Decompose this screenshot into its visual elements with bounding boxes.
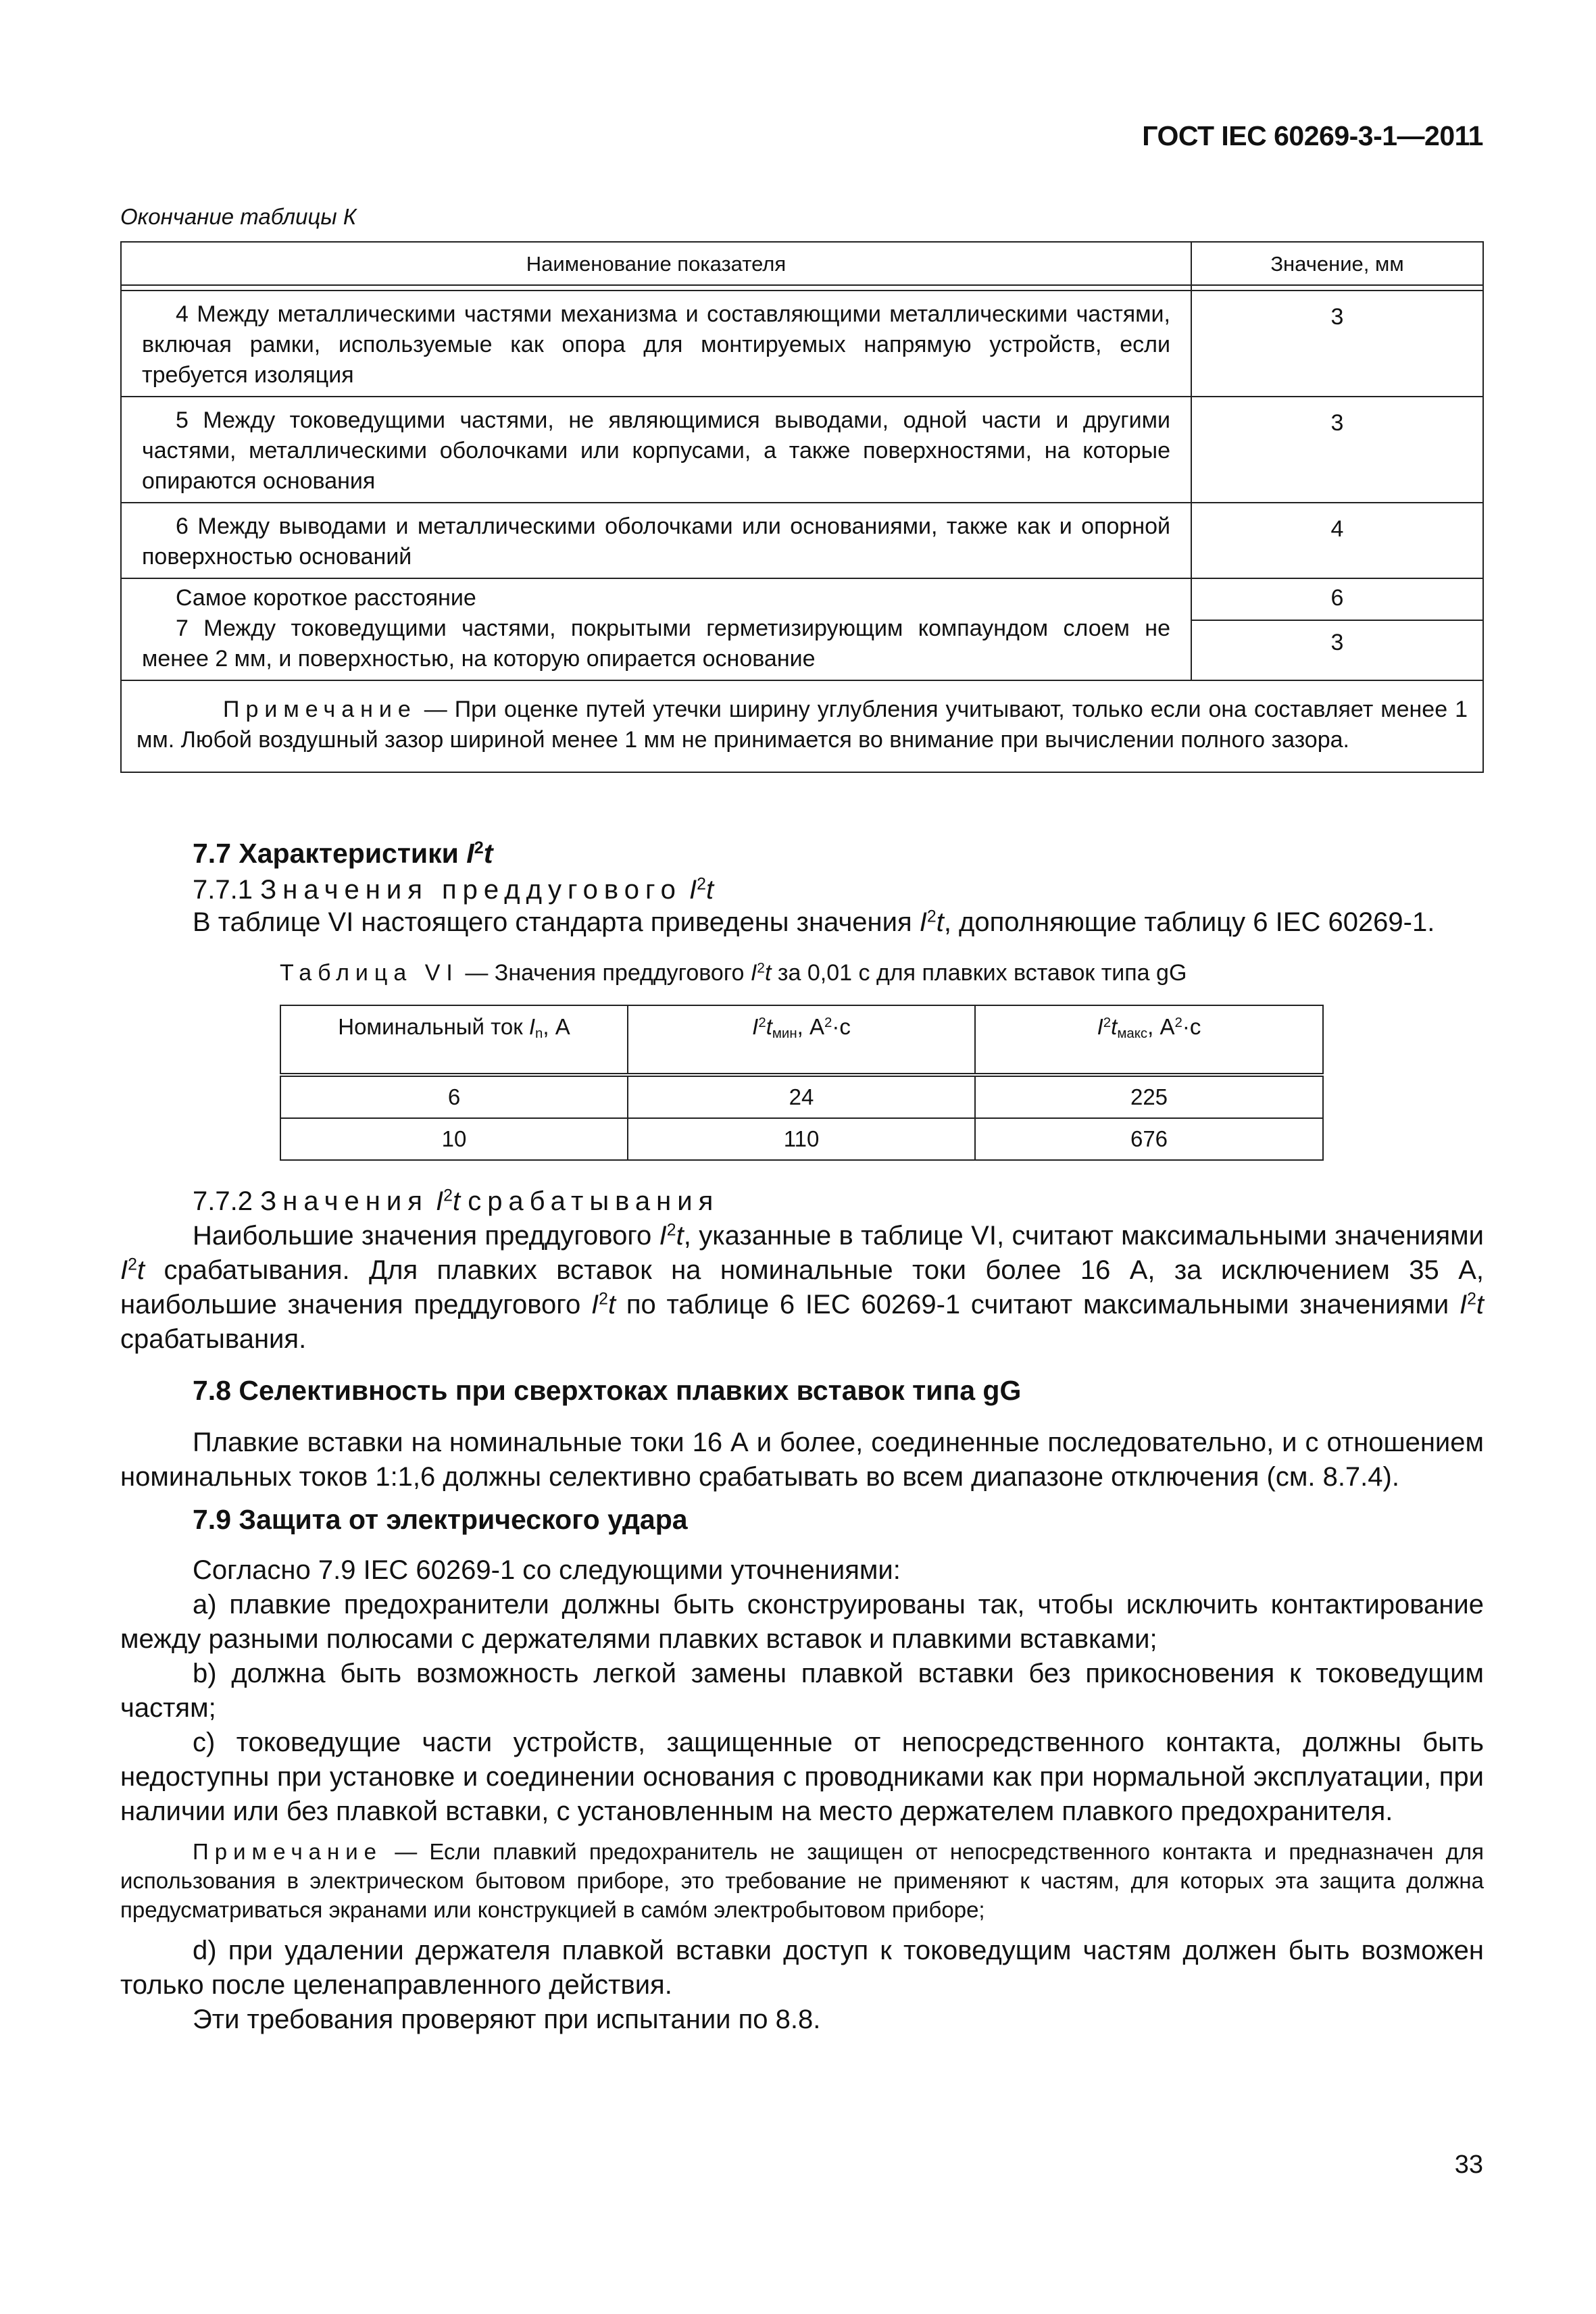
note-label: Примечание [193, 1839, 383, 1864]
section-7-9-intro: Согласно 7.9 IEC 60269-1 со следующими уточнениями: [193, 1555, 901, 1585]
table-row [121, 503, 1483, 578]
table-k-col-name: Наименование показателя [121, 242, 1191, 285]
section-7-8 [120, 1374, 1484, 1494]
table-k-gap [121, 285, 1483, 291]
table-k-col-value: Значение, мм [1191, 242, 1483, 285]
table-row [121, 397, 1483, 503]
section-7-7-2 [120, 1184, 1484, 1357]
table-k-note-row [121, 680, 1483, 772]
section-7-9-note [120, 1837, 1484, 1924]
table-k-note [121, 680, 1483, 772]
table-k-row5-text: 5 Между токоведущими частями, не являющимися выводами, одной части и другими частями, металлическими оболочками или корпусами, а также поверхностями, на которые опираются основания [121, 397, 1191, 503]
table-vi-header-row [280, 1005, 1323, 1075]
table-row [280, 1118, 1323, 1160]
table-k-caption: Окончание таблицы К [120, 204, 357, 229]
table-vi-min: 24 [628, 1075, 975, 1118]
table-k-row7-value: 3 [1191, 620, 1483, 680]
section-7-9-item-a: а) плавкие предохранители должны быть сконструированы так, чтобы исключить контактирование между разными полюсами с держателями плавких вставок и плавкими вставками; [120, 1590, 1484, 1654]
table-vi-current: 6 [280, 1075, 628, 1118]
section-7-7-2-title: 7.7.2 Значения $I^2t$ срабатывания [193, 1186, 720, 1216]
section-7-7-title: 7.7 Характеристики $I^2t$ [193, 838, 493, 869]
table-vi-caption: Таблица VI — Значения преддугового $I^2t$ за 0,01 с для плавких вставок типа gG [280, 960, 1187, 986]
table-k-row5-value: 3 [1191, 397, 1483, 503]
section-7-7-2-text: Наибольшие значения преддугового $I^2t$, указанные в таблице VI, считают максимальными значениями $I^2t$ срабатывания. Для плавких вставок на номинальные токи более 16 А, за исключением 35 А, наибольшие значения преддугового $I^2t$ по таблице 6 IEC 60269-1 считают максимальными значениями $I^2t$ срабатывания. [120, 1221, 1485, 1354]
table-vi-col-min: $I^2t_{мин}$, $А^2\cdot с$ [628, 1005, 975, 1075]
table-vi-current: 10 [280, 1118, 628, 1160]
page-number: 33 [1454, 2150, 1483, 2179]
table-k-row4-text: 4 Между металлическими частями механизма и составляющими металлическими частями, включая рамки, используемые как опора для монтируемых напрямую устройств, если требуется изоляция [121, 291, 1191, 397]
section-7-9-item-d: d) при удалении держателя плавкой вставки доступ к токоведущим частям должен быть возможен только после целенаправленного действия. [120, 1936, 1484, 2000]
note-text: — Если плавкий предохранитель не защищен от непосредственного контакта и предназначен для использования в электрическом бытовом приборе, это требование не применяют к частям, для которых эта защита должна предусматриваться экранами или конструкцией в самóм электробытовом приборе; [120, 1839, 1484, 1922]
table-k-row7-desc: 7 Между токоведущими частями, покрытыми герметизирующим компаундом слоем не менее 2 мм, и поверхностью, на которую опирается основание [142, 615, 1170, 672]
table-vi-min: 110 [628, 1118, 975, 1160]
table-vi-col-max: $I^2t_{макс}$, $А^2\cdot с$ [975, 1005, 1323, 1075]
table-k-row7-short-value: 6 [1191, 578, 1483, 620]
section-7-7-1-title: 7.7.1 Значения преддугового $I^2t$ [193, 875, 714, 905]
table-k-header-row [121, 242, 1483, 285]
section-7-8-text: Плавкие вставки на номинальные токи 16 А и более, соединенные последовательно, и с отношением номинальных токов 1:1,6 должны селективно срабатывать во всем диапазоне отключения (см. 8.7.4). [120, 1428, 1484, 1492]
section-7-9-title: 7.9 Защита от электрического удара [193, 1504, 688, 1535]
table-vi-max: 676 [975, 1118, 1323, 1160]
table-k-row7-short: Самое короткое расстояние [176, 585, 476, 611]
section-7-7-1-text: В таблице VI настоящего стандарта приведены значения $I^2t$, дополняющие таблицу 6 IEC 60269-1. [193, 907, 1435, 937]
section-7-9-verify: Эти требования проверяют при испытании по 8.8. [193, 2005, 821, 2034]
section-7-8-title: 7.8 Селективность при сверхтоках плавких вставок типа gG [193, 1375, 1022, 1406]
table-vi [280, 1005, 1324, 1161]
table-k [120, 241, 1484, 773]
table-row [280, 1075, 1323, 1118]
note-label: Примечание [223, 697, 417, 722]
table-vi-col-current: Номинальный ток $I_n$, А [280, 1005, 628, 1075]
table-k-row6-value: 4 [1191, 503, 1483, 578]
table-vi-max: 225 [975, 1075, 1323, 1118]
table-k-row4-value: 3 [1191, 291, 1483, 397]
section-7-9-item-b: b) должна быть возможность легкой замены плавкой вставки без прикосновения к токоведущим частям; [120, 1659, 1484, 1723]
section-7-9-item-c: с) токоведущие части устройств, защищенные от непосредственного контакта, должны быть недоступны при установке и соединении основания с проводниками как при нормальной эксплуатации, при наличии или без плавкой вставки, с установленным на место держателем плавкого предохранителя. [120, 1728, 1484, 1826]
document-code: ГОСТ IEC 60269-3-1—2011 [1142, 120, 1483, 151]
note-text: — При оценке путей утечки ширину углубления учитывают, только если она составляет менее 1 мм. Любой воздушный зазор шириной менее 1 мм не принимается во внимание при вычислении полного зазора. [136, 697, 1468, 753]
section-7-9 [120, 1503, 1484, 2037]
table-row [121, 578, 1483, 620]
table-k-row7-text [121, 578, 1191, 680]
table-k-row6-text: 6 Между выводами и металлическими оболочками или основаниями, также как и опорной поверхностью оснований [121, 503, 1191, 578]
table-row [121, 291, 1483, 397]
